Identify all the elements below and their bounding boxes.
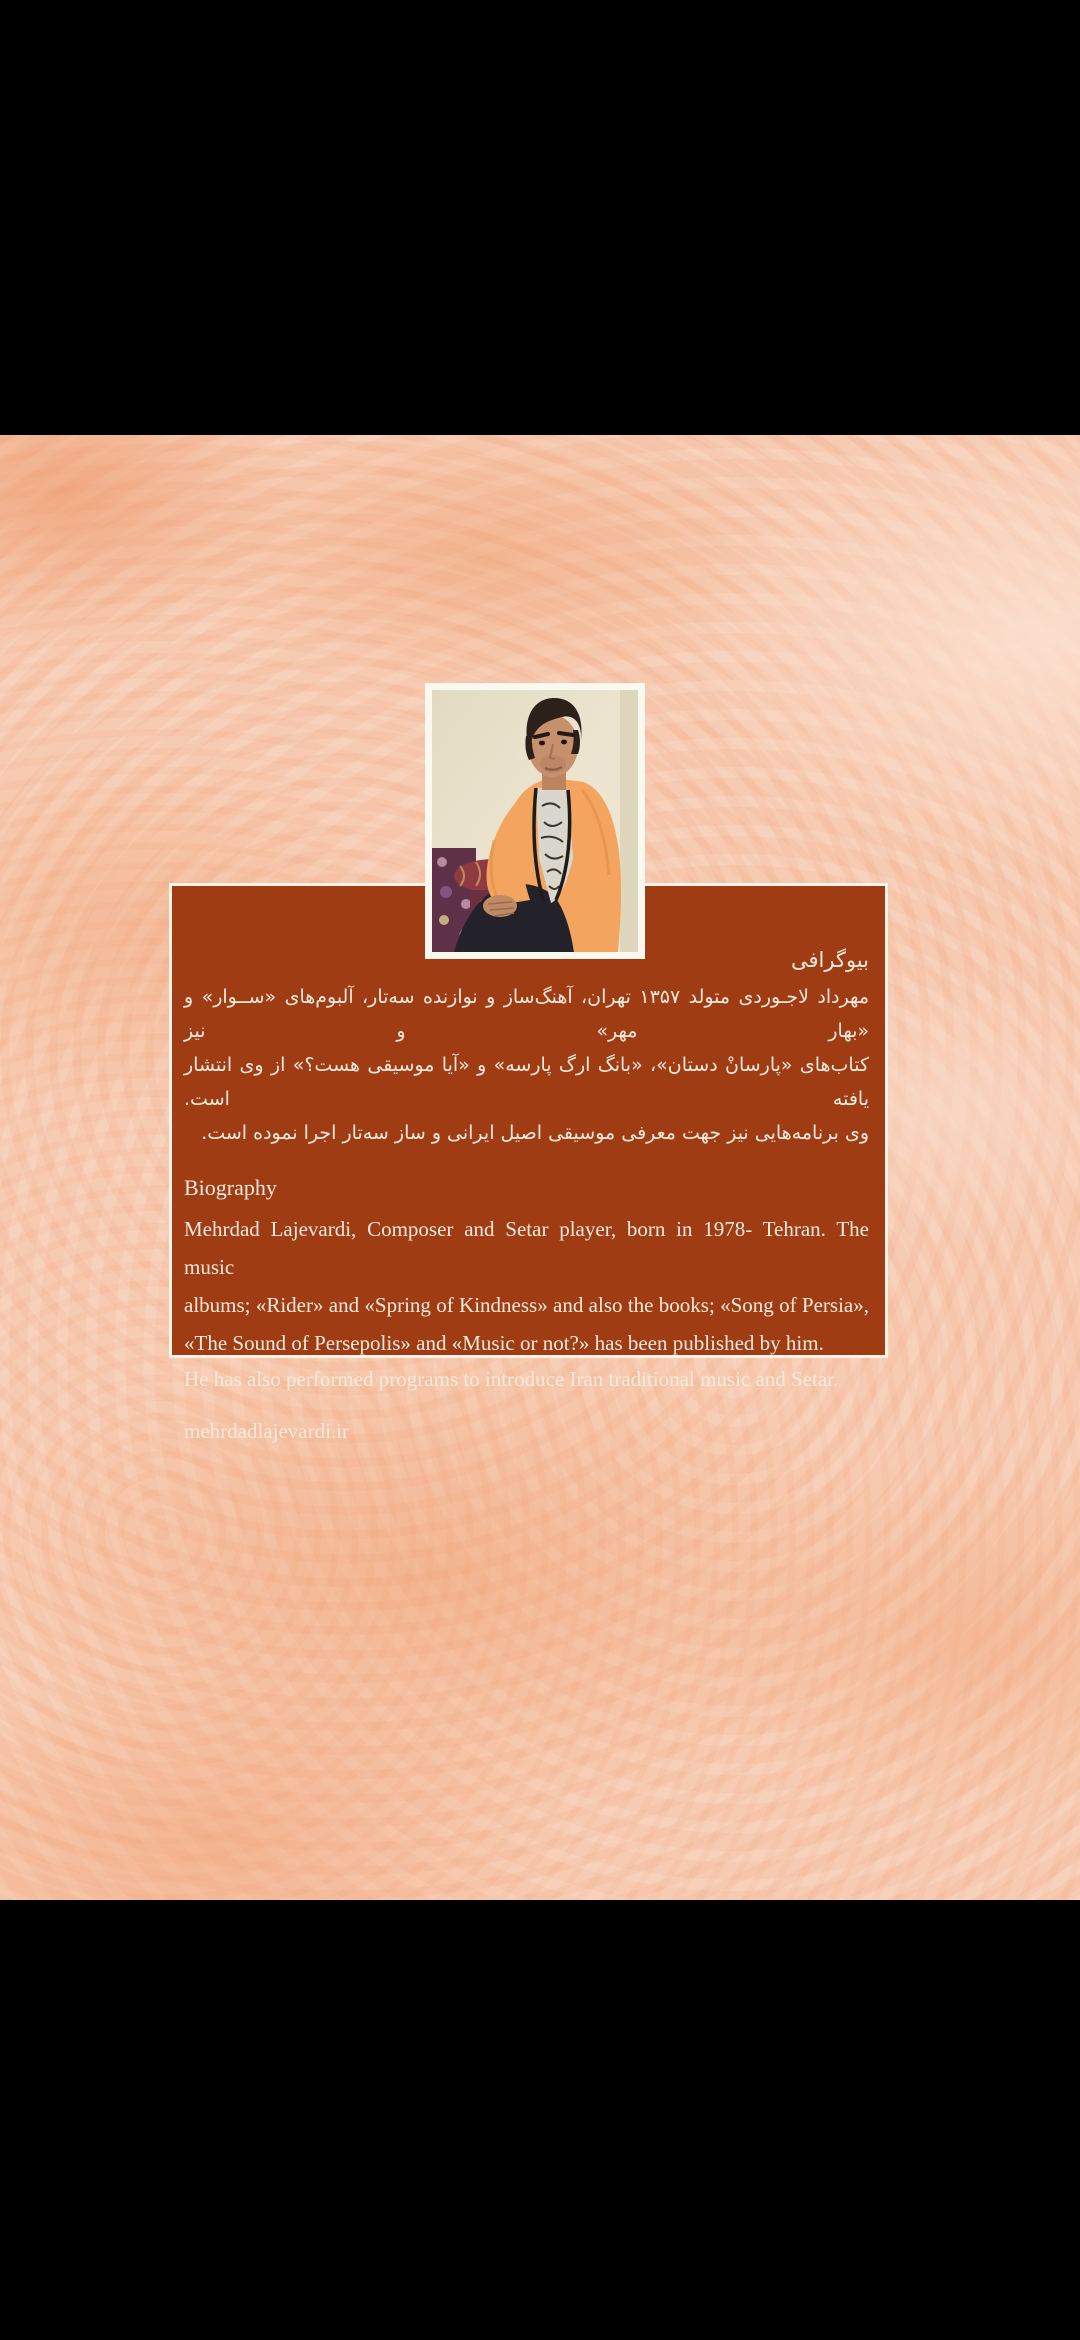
persian-bio-section bbox=[184, 942, 869, 1150]
portrait-photo-illustration bbox=[432, 690, 638, 952]
top-letterbox bbox=[0, 0, 1080, 435]
portrait-photo bbox=[425, 683, 645, 959]
persian-bio-line: مهرداد لاجـوردی متولد ۱۳۵۷ تهران، آهنگ‌ساز و نوازنده سه‌تار، آلبوم‌های «ســوار» و «بهار مهر» و نیز bbox=[184, 986, 869, 1042]
persian-bio-line: کتاب‌های «پارسانْ دستان»، «بانگ ارگ پارسه» و «آیا موسیقی هست؟» از وی انتشار یافته است. bbox=[184, 1054, 869, 1110]
bottom-letterbox bbox=[0, 1900, 1080, 2340]
english-bio-section bbox=[184, 1170, 869, 1444]
english-bio-line: «The Sound of Persepolis» and «Music or not?» has been published by him. bbox=[184, 1331, 824, 1355]
english-bio-line: He has also performed programs to introduce Iran traditional music and Setar. bbox=[184, 1367, 839, 1391]
english-bio-line: Mehrdad Lajevardi, Composer and Setar player, born in 1978- Tehran. The music bbox=[184, 1217, 869, 1279]
persian-bio-title: بیوگرافی bbox=[791, 948, 869, 972]
english-bio-line: albums; «Rider» and «Spring of Kindness» and also the books; «Song of Persia», bbox=[184, 1293, 869, 1317]
persian-bio-line: وی برنامه‌هایی نیز جهت معرفی موسیقی اصیل ایرانی و ساز سه‌تار اجرا نموده است. bbox=[201, 1122, 869, 1144]
website-url: mehrdadlajevardi.ir bbox=[184, 1419, 350, 1443]
album-artwork-background bbox=[0, 435, 1080, 1900]
english-bio-title: Biography bbox=[184, 1175, 277, 1200]
